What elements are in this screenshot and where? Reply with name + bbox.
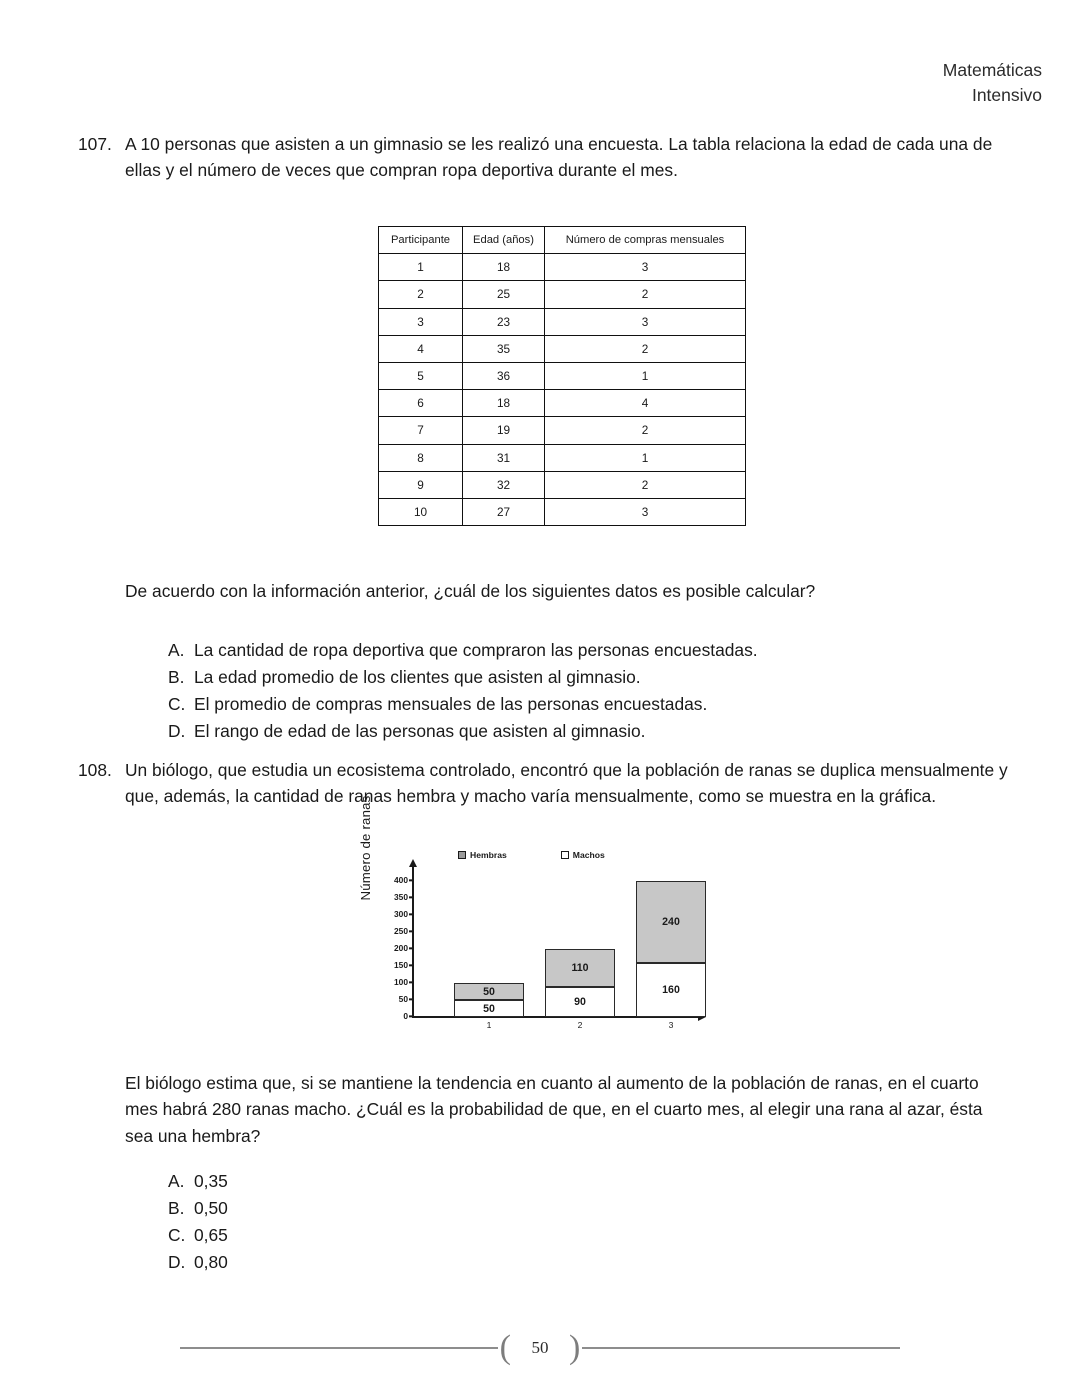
- cell-participante: 4: [379, 335, 463, 362]
- chart-legend: [458, 850, 605, 860]
- option-letter: D.: [168, 721, 186, 742]
- cell-edad: 35: [463, 335, 545, 362]
- table-row: [379, 335, 746, 362]
- option-108-d[interactable]: [168, 1249, 228, 1276]
- chart-bar-2-hembras: 110: [545, 949, 615, 986]
- cell-edad: 23: [463, 308, 545, 335]
- chart-ytick-mark: [409, 880, 413, 881]
- option-text: 0,80: [194, 1252, 228, 1273]
- chart-ytick-mark: [409, 965, 413, 966]
- cell-compras: 3: [545, 308, 746, 335]
- footer-rule-right: [582, 1347, 900, 1348]
- chart-bar-3-hembras: 240: [636, 881, 706, 963]
- legend-label-hembras: Hembras: [470, 850, 507, 860]
- option-letter: D.: [168, 1252, 186, 1273]
- chart-ytick-350: 350: [394, 892, 408, 903]
- option-text: El promedio de compras mensuales de las personas encuestadas.: [194, 694, 708, 715]
- cell-compras: 2: [545, 471, 746, 498]
- chart-bar-month-1: [454, 983, 524, 1017]
- header-subject: Matemáticas: [942, 60, 1042, 80]
- option-107-c[interactable]: [168, 691, 758, 718]
- option-letter: C.: [168, 694, 186, 715]
- document-header: [943, 58, 1042, 108]
- chart-bar-1-hembras: 50: [454, 983, 524, 1000]
- cell-participante: 5: [379, 362, 463, 389]
- legend-item-machos: [561, 850, 605, 860]
- cell-compras: 2: [545, 335, 746, 362]
- frog-population-chart: [358, 795, 714, 1040]
- chart-plot-area: [394, 866, 710, 1030]
- chart-bar-3-machos: 160: [636, 963, 706, 1017]
- question-108-options: [168, 1168, 228, 1277]
- footer-rule-left: [180, 1347, 498, 1348]
- cell-edad: 31: [463, 444, 545, 471]
- option-text: El rango de edad de las personas que asisten al gimnasio.: [194, 721, 646, 742]
- option-letter: B.: [168, 667, 185, 688]
- option-107-a[interactable]: [168, 637, 758, 664]
- chart-bar-month-2: [545, 949, 615, 1017]
- question-107-number: 107.: [78, 134, 112, 154]
- cell-participante: 2: [379, 281, 463, 308]
- chart-ytick-50: 50: [398, 994, 408, 1005]
- option-text: 0,50: [194, 1198, 228, 1219]
- table-row: [379, 390, 746, 417]
- chart-ytick-400: 400: [394, 875, 408, 886]
- chart-ytick-mark: [409, 914, 413, 915]
- chart-ytick-mark: [409, 948, 413, 949]
- question-108: [0, 757, 1080, 810]
- chart-ytick-mark: [409, 999, 413, 1000]
- cell-participante: 9: [379, 471, 463, 498]
- legend-label-machos: Machos: [572, 850, 605, 860]
- chart-ytick-mark: [409, 897, 413, 898]
- chart-bar-month-3: [636, 881, 706, 1017]
- table-row: [379, 444, 746, 471]
- option-108-a[interactable]: [168, 1168, 228, 1195]
- question-108-stem: Un biólogo, que estudia un ecosistema controlado, encontró que la población de ranas se duplica mensualmente y que, además, la cantidad de ranas hembra y macho varía mensualmente, como se muestra en la gráfica.: [125, 760, 1008, 807]
- cell-edad: 36: [463, 362, 545, 389]
- question-107-options: [168, 637, 758, 746]
- table-header-edad: Edad (años): [463, 227, 545, 254]
- option-text: La edad promedio de los clientes que asisten al gimnasio.: [194, 667, 641, 688]
- table-header-row: [379, 227, 746, 254]
- cell-edad: 32: [463, 471, 545, 498]
- cell-compras: 1: [545, 444, 746, 471]
- chart-ytick-300: 300: [394, 909, 408, 920]
- option-107-d[interactable]: [168, 718, 758, 745]
- chart-bar-1-machos: 50: [454, 1000, 524, 1017]
- cell-edad: 25: [463, 281, 545, 308]
- cell-compras: 2: [545, 281, 746, 308]
- chart-ytick-250: 250: [394, 926, 408, 937]
- chart-y-axis: [412, 866, 414, 1018]
- option-108-b[interactable]: [168, 1195, 228, 1222]
- page-footer: ( 50 ): [0, 1338, 1080, 1358]
- cell-edad: 19: [463, 417, 545, 444]
- table-row: [379, 417, 746, 444]
- table-row: [379, 362, 746, 389]
- table-row: [379, 471, 746, 498]
- cell-participante: 1: [379, 254, 463, 281]
- option-text: 0,65: [194, 1225, 228, 1246]
- cell-participante: 3: [379, 308, 463, 335]
- table-header-compras: Número de compras mensuales: [545, 227, 746, 254]
- cell-compras: 2: [545, 417, 746, 444]
- legend-swatch-machos-icon: [561, 851, 569, 859]
- table-row: [379, 308, 746, 335]
- question-107-prompt: De acuerdo con la información anterior, ¿cuál de los siguientes datos es posible calcular?: [125, 581, 816, 601]
- question-108-prompt: El biólogo estima que, si se mantiene la tendencia en cuanto al aumento de la población de ranas, en el cuarto mes habrá 280 ranas macho. ¿Cuál es la probabilidad de que, en el cuarto mes, al elegir una rana al azar, ésta sea una hembra?: [125, 1073, 983, 1146]
- option-letter: B.: [168, 1198, 185, 1219]
- chart-ytick-0: 0: [403, 1011, 408, 1022]
- cell-compras: 4: [545, 390, 746, 417]
- table-row: [379, 281, 746, 308]
- table-header-participante: Participante: [379, 227, 463, 254]
- table-row: [379, 254, 746, 281]
- legend-item-hembras: [458, 850, 507, 860]
- option-text: 0,35: [194, 1171, 228, 1191]
- option-letter: A.: [168, 1171, 185, 1191]
- table-row: [379, 498, 746, 525]
- chart-ytick-mark: [409, 931, 413, 932]
- chart-ytick-mark: [409, 1016, 413, 1017]
- chart-xtick-2: 2: [577, 1020, 583, 1030]
- option-108-c[interactable]: [168, 1222, 228, 1249]
- cell-compras: 3: [545, 254, 746, 281]
- survey-table: [378, 226, 746, 526]
- chart-ytick-100: 100: [394, 977, 408, 988]
- chart-y-axis-arrow-icon: [409, 859, 417, 867]
- cell-compras: 1: [545, 362, 746, 389]
- cell-participante: 10: [379, 498, 463, 525]
- question-107-stem: A 10 personas que asisten a un gimnasio se les realizó una encuesta. La tabla relaciona la edad de cada una de ellas y el número de veces que compran ropa deportiva durante el mes.: [125, 134, 993, 181]
- chart-ytick-mark: [409, 982, 413, 983]
- chart-bar-2-machos: 90: [545, 987, 615, 1018]
- chart-xtick-1: 1: [486, 1020, 492, 1030]
- cell-participante: 6: [379, 390, 463, 417]
- chart-y-axis-title: Número de ranas: [358, 795, 373, 901]
- cell-edad: 18: [463, 390, 545, 417]
- question-108-number: 108.: [78, 760, 112, 780]
- legend-swatch-hembras-icon: [458, 851, 466, 859]
- cell-compras: 3: [545, 498, 746, 525]
- cell-participante: 7: [379, 417, 463, 444]
- option-text: La cantidad de ropa deportiva que compraron las personas encuestadas.: [194, 640, 758, 660]
- cell-edad: 27: [463, 498, 545, 525]
- option-107-b[interactable]: [168, 664, 758, 691]
- chart-xtick-3: 3: [668, 1020, 674, 1030]
- question-107: [0, 131, 1080, 184]
- chart-ytick-200: 200: [394, 943, 408, 954]
- option-letter: A.: [168, 640, 185, 660]
- chart-ytick-150: 150: [394, 960, 408, 971]
- header-level: Intensivo: [971, 84, 1042, 105]
- page-number: 50: [531, 1338, 549, 1357]
- survey-table-wrapper: [378, 226, 746, 526]
- cell-edad: 18: [463, 254, 545, 281]
- cell-participante: 8: [379, 444, 463, 471]
- option-letter: C.: [168, 1225, 186, 1246]
